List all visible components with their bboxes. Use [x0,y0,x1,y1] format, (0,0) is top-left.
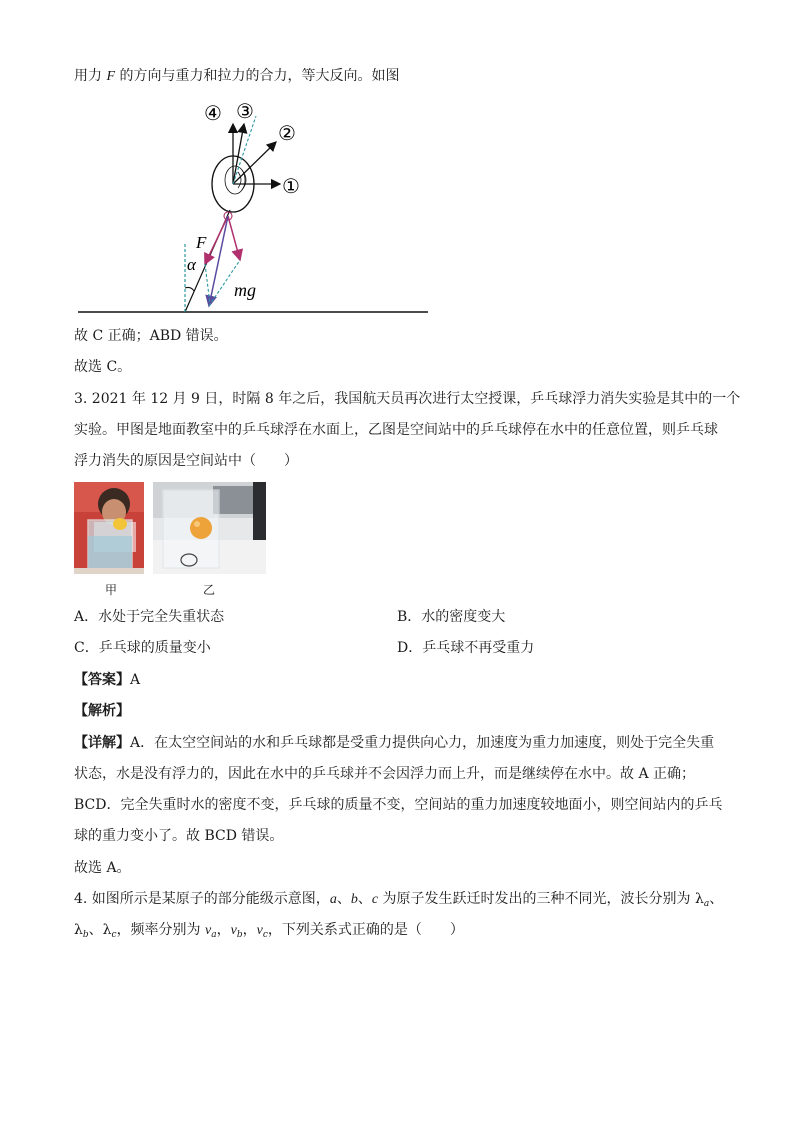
lambda-symbol: λ [694,891,704,907]
text: 为原子发生跃迁时发出的三种不同光，波长分别为 [378,891,695,907]
q3-answer [74,670,140,690]
subscript-c: c [262,930,268,940]
q3-stem-line1: 3. 2021 年 12 月 9 日，时隔 8 年之后，我国航天员再次进行太空授课，乒乓球浮力消失实验是其中的一个 [74,391,741,407]
text: ， [242,922,257,938]
subscript-c: c [111,930,117,940]
q3-choose: 故选 A。 [74,860,131,876]
subscript-a: a [703,899,710,909]
photo-classroom [74,482,144,574]
force-F-arrow [205,216,228,264]
q3-stem-line3: 浮力消失的原因是空间站中（ ） [74,453,298,469]
text: 、 [88,922,103,938]
force-diagram [60,92,450,322]
lambda-symbol: λ [74,922,83,938]
q3-analysis-tag: 【解析】 [74,703,130,719]
text: ，频率分别为 [116,922,206,938]
label-1: ① [282,176,300,198]
caption-yi: 乙 [203,583,216,597]
nu-symbol: ν [205,923,212,938]
q3-detail-line1 [74,733,714,753]
nu-symbol: ν [256,923,263,938]
q3-detail-line2: 状态，水是没有浮力的，因此在水中的乒乓球并不会因浮力而上升，而是继续停在水中。故 A 正确； [74,766,696,782]
gravity-arrow [228,216,240,260]
answer-value: A [130,672,141,688]
subscript-b: b [82,930,89,940]
var-c: c [371,892,379,907]
label-F: F [196,233,207,252]
alpha-arc [185,287,194,291]
subscript-b: b [236,930,243,940]
detail-tag: 【详解】 [74,735,130,751]
q3-detail-line3: BCD．完全失重时水的密度不变，乒乓球的质量不变，空间站的重力加速度较地面小，则空间站内的乒乓 [74,797,723,813]
var-a: a [329,892,337,907]
label-3: ③ [236,101,254,123]
solution-choose: 故选 C。 [74,359,132,375]
text: 4. 如图所示是某原子的部分能级示意图， [74,891,330,907]
lambda-symbol: λ [102,922,112,938]
label-mg: mg [234,280,256,300]
q4-stem-line2 [74,920,464,945]
subscript-a: a [211,930,217,940]
text: ，下列关系式正确的是（ ） [267,922,464,938]
text: 用力 [74,68,107,84]
label-2: ② [278,123,296,145]
q3-detail-line4: 球的重力变小了。故 BCD 错误。 [74,828,284,844]
force-variable: F [106,69,116,84]
q3-option-d[interactable]: D．乒乓球不再受重力 [397,640,535,656]
q4-stem-line1 [74,889,723,914]
text: 、 [336,891,351,907]
caption-jia: 甲 [105,583,118,597]
text: 、 [357,891,372,907]
parallel-dashed [205,264,210,304]
label-4: ④ [204,103,222,125]
q3-option-b[interactable]: B．水的密度变大 [397,609,506,625]
solution-conclusion: 故 C 正确；ABD 错误。 [74,328,228,344]
photo-space-station [153,482,266,574]
q3-stem-line2: 实验。甲图是地面教室中的乒乓球浮在水面上，乙图是空间站中的乒乓球停在水中的任意位置，则乒乓球 [74,422,718,438]
nu-symbol: ν [230,923,237,938]
text: A．在太空空间站的水和乒乓球都是受重力提供向心力，加速度为重力加速度，则处于完全失重 [130,735,715,751]
answer-tag: 【答案】 [74,672,130,688]
q3-option-a[interactable]: A．水处于完全失重状态 [74,609,225,625]
q3-option-c[interactable]: C．乒乓球的质量变小 [74,640,211,656]
text: 的方向与重力和拉力的合力，等大反向。如图 [115,68,400,84]
solution-intro-line [74,66,399,87]
text: 、 [709,891,724,907]
label-alpha: α [187,255,196,274]
text: ， [216,922,231,938]
var-b: b [350,892,358,907]
